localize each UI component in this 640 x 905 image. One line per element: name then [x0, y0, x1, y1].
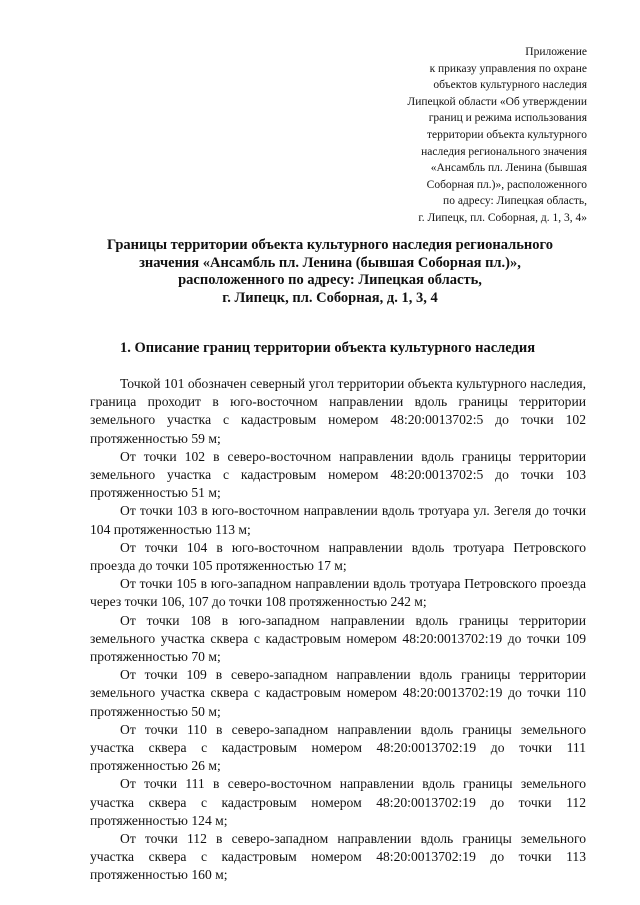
- paragraph: От точки 111 в северо-восточном направлении вдоль границы земельного участка сквера с кадастровым номером 48:20:0013702:19 до точки 112 протяженностью 124 м;: [90, 776, 586, 828]
- document-title: [60, 237, 600, 307]
- appendix-line: границ и режима использования: [428, 112, 587, 125]
- paragraph: От точки 110 в северо-западном направлении вдоль границы земельного участка сквера с кадастровым номером 48:20:0013702:19 до точки 111 протяженностью 26 м;: [90, 721, 586, 774]
- appendix-line: Соборная пл.)», расположенного: [426, 178, 587, 191]
- appendix-line: «Ансамбль пл. Ленина (бывшая: [430, 162, 587, 175]
- paragraph: От точки 103 в юго-восточном направлении вдоль тротуара ул. Зегеля до точки 104 протяженностью 113 м;: [90, 503, 586, 537]
- title-line: значения «Ансамбль пл. Ленина (бывшая Соборная пл.)»,: [139, 254, 521, 271]
- document-body: [90, 375, 586, 885]
- paragraph: От точки 108 в юго-западном направлении вдоль границы территории земельного участка сквера с кадастровым номером 48:20:0013702:19 до точки 109 протяженностью 70 м;: [90, 612, 586, 665]
- paragraph: От точки 105 в юго-западном направлении вдоль тротуара Петровского проезда через точки 106, 107 до точки 108 протяженностью 242 м;: [90, 576, 586, 610]
- paragraph: От точки 104 в юго-восточном направлении вдоль тротуара Петровского проезда до точки 105 протяженностью 17 м;: [90, 539, 586, 574]
- title-line: расположенного по адресу: Липецкая область,: [178, 272, 482, 289]
- appendix-line: к приказу управления по охране: [429, 62, 587, 75]
- appendix-line: наследия регионального значения: [421, 145, 587, 158]
- appendix-line: Приложение: [525, 46, 587, 58]
- section-heading: 1. Описание границ территории объекта культурного наследия: [120, 340, 536, 356]
- title-line: Границы территории объекта культурного наследия регионального: [107, 237, 553, 253]
- title-line: г. Липецк, пл. Соборная, д. 1, 3, 4: [222, 289, 438, 306]
- appendix-line: г. Липецк, пл. Соборная, д. 1, 3, 4»: [418, 211, 587, 224]
- appendix-line: по адресу: Липецкая область,: [443, 195, 587, 208]
- paragraph: От точки 102 в северо-восточном направлении вдоль границы территории земельного участка с кадастровым номером 48:20:0013702:5 до точки 103 протяженностью 51 м;: [90, 448, 586, 501]
- appendix-block: [287, 44, 587, 227]
- appendix-line: территории объекта культурного: [427, 128, 587, 141]
- paragraph: От точки 109 в северо-западном направлении вдоль границы территории земельного участка сквера с кадастровым номером 48:20:0013702:19 до точки 110 протяженностью 50 м;: [90, 667, 586, 719]
- paragraph: Точкой 101 обозначен северный угол территории объекта культурного наследия, граница проходит в юго-восточном направлении вдоль границы территории земельного участка с кадастровым номером 48:20:0013702:5 до точки 102 протяженностью 59 м;: [90, 376, 586, 446]
- appendix-line: объектов культурного наследия: [433, 79, 587, 92]
- paragraph: От точки 112 в северо-западном направлении вдоль границы земельного участка сквера с кадастровым номером 48:20:0013702:19 до точки 113 протяженностью 160 м;: [90, 831, 586, 883]
- appendix-line: Липецкой области «Об утверждении: [407, 95, 587, 108]
